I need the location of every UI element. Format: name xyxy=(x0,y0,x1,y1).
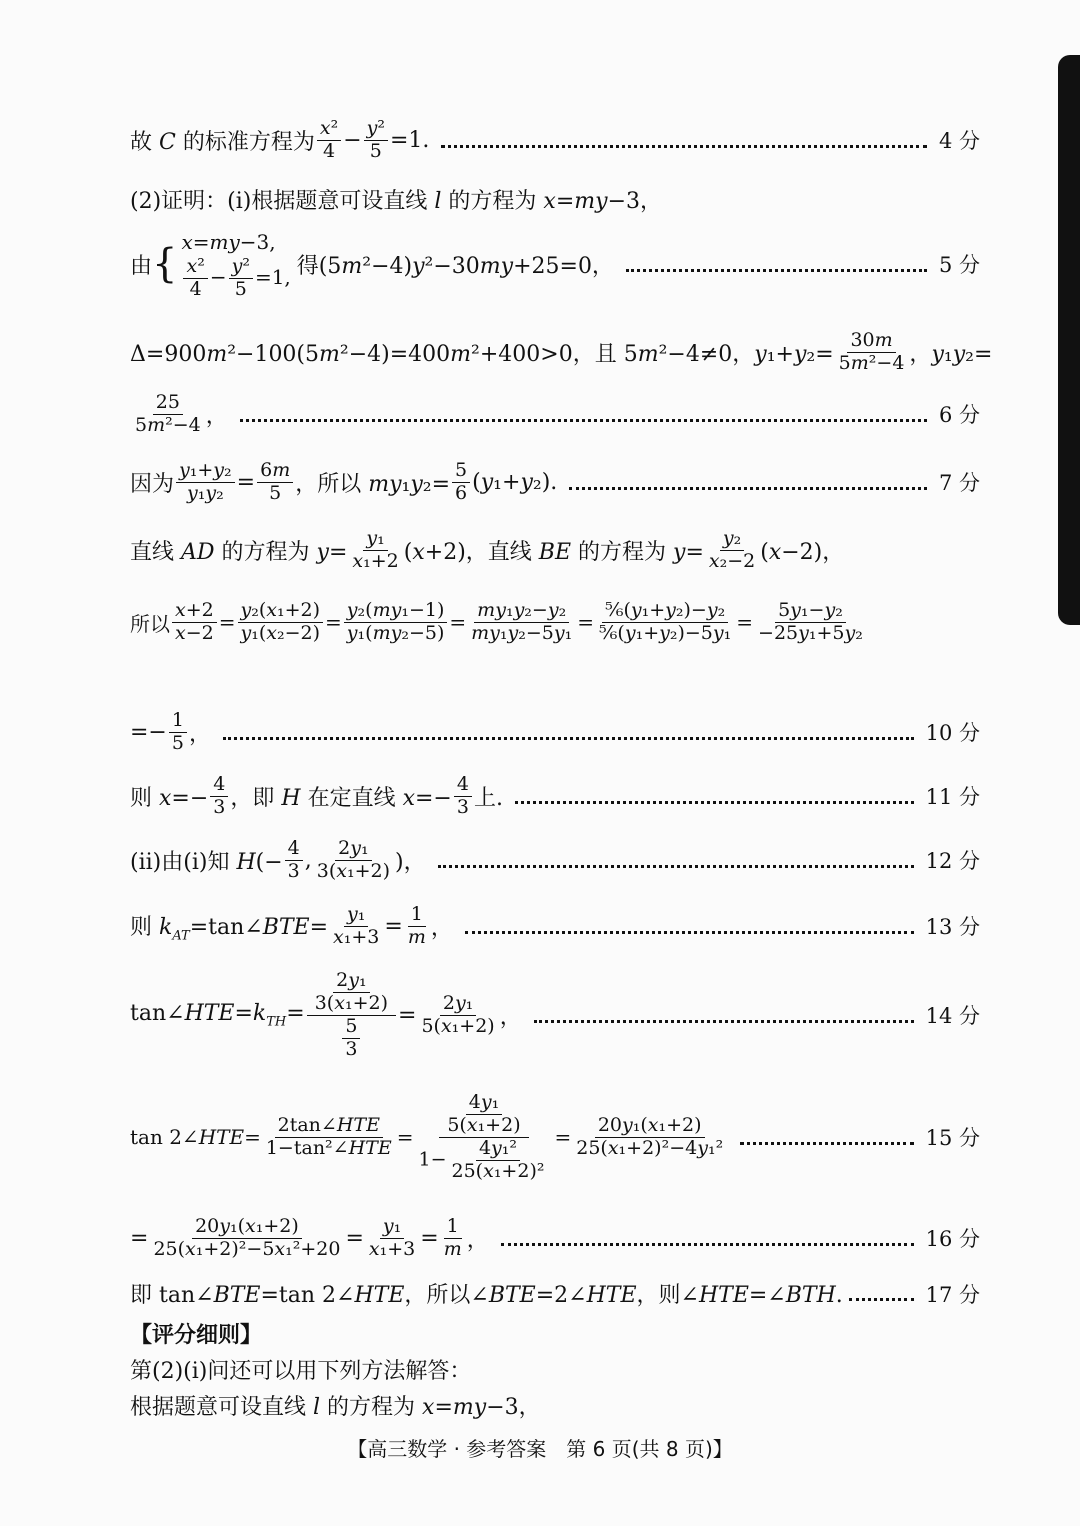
points-label: 5 分 xyxy=(938,253,980,278)
points-label: 11 分 xyxy=(925,785,980,810)
points-label: 10 分 xyxy=(925,721,980,746)
points-label: 13 分 xyxy=(925,915,980,940)
line-10: 则 x=− $\frac{4}{3}$ ，即 H 在定直线 x=− $\frac{4}{3}$ 上. 11 分 xyxy=(130,773,980,818)
points-label: 14 分 xyxy=(925,1004,980,1029)
line-5: $\frac{25}{\text{5m²−4}}$ ， 6 分 xyxy=(135,391,980,436)
section-title: 【评分细则】 xyxy=(130,1323,263,1348)
line-13: $\tan\angle HTE=k_{TH}=$ $\frac{\frac{\text{2y₁}}{\text{3(x₁+2)}}}{\frac{5}{3}}$ = $\frac{\text{2y₁}}{\text{5(x₁+2)}}$ ， 14 分 xyxy=(130,969,980,1060)
note-line-1: 第(2)(ⅰ)问还可以用下列方法解答： xyxy=(130,1359,472,1384)
line-1: 故 C 的标准方程为 $\frac{\text{x²}}{4}$ − $\frac{\text{y²}}{5}$ =1. 4 分 xyxy=(130,117,980,162)
line-12: 则 $k_{AT}=\tan\angle BTE=$ $\frac{\text{y₁}}{\text{x₁+3}}$ = $\frac{1}{m}$ ， 13 分 xyxy=(130,903,980,948)
line-14: tan 2∠HTE= $\frac{\text{2tan∠HTE}}{\text{1−tan²∠HTE}}$ = $\frac{\text{4y₁}}{\text{5(x₁+2)}}$ 1− $\frac{\text{4y₁²}}{\text{25(x₁+2)²}}$ = $\frac{\text{20y₁(x₁+2)}}{\text{25(x₁+2)²−4y₁²}}$ 15 分 xyxy=(130,1091,980,1182)
line-4: Δ=900m²−100(5m²−4)=400m²+400>0，且 5m²−4≠0，y₁+y₂= $\frac{30m}{\text{5m²−4}}$ ，y₁y₂= xyxy=(130,329,993,374)
line-7: 直线 AD 的方程为 y= $\frac{\text{y₁}}{\text{x₁+2}}$ (x+2)，直线 BE 的方程为 y= $\frac{\text{y₂}}{\text{x₂−2}}$ (x−2)， xyxy=(130,527,845,572)
points-label: 16 分 xyxy=(925,1227,980,1252)
line-15: = $\frac{\text{20y₁(x₁+2)}}{\text{25(x₁+2)²−5x₁²+20}}$ = $\frac{\text{y₁}}{\text{x₁+3}}$ = $\frac{1}{m}$ ， 16 分 xyxy=(130,1215,980,1260)
points-label: 15 分 xyxy=(925,1126,980,1151)
line-11: (ⅱ)由(ⅰ)知 H(− $\frac{4}{3}$ , $\frac{\text{2y₁}}{\text{3(x₁+2)}}$ )， 12 分 xyxy=(130,837,980,882)
page-footer: 【高三数学 · 参考答案 第 6 页(共 8 页)】 xyxy=(347,1437,733,1461)
line-8: 所以 $\frac{x+2}{x-2}$ = $\frac{\text{y₂(x₁+2)}}{\text{y₁(x₂−2)}}$ = $\frac{\text{y₂(my₁−1)}}{\text{y₁(my₂−5)}}$ = $\frac{\text{my₁y₂−y₂}}{\text{my₁y₂−5y₁}}$ = $\frac{\text{⁵⁄₆(y₁+y₂)−y₂}}{\text{⁵⁄₆(y₁+y₂)−5y₁}}$ = $\frac{\text{5y₁−y₂}}{\text{−25y₁+5y₂}}$ xyxy=(130,599,863,644)
points-label: 17 分 xyxy=(925,1282,980,1307)
line-16: 即 tan∠BTE=tan 2∠HTE，所以∠BTE=2∠HTE，则∠HTE=∠BTH. 17 分 xyxy=(130,1278,980,1309)
line-3: 由 { x=my−3, $\frac{\text{x²}}{4}$ − $\frac{\text{y²}}{5}$ =1, 得(5m²−4)y²−30my+25=0， 5 分 xyxy=(130,230,980,300)
scan-edge xyxy=(1058,55,1080,625)
points-label: 12 分 xyxy=(925,849,980,874)
points-label: 6 分 xyxy=(938,403,980,428)
note-line-2: 根据题意可设直线 l 的方程为 x=my−3， xyxy=(130,1395,541,1420)
line-9: =− $\frac{1}{5}$ ， 10 分 xyxy=(130,709,980,754)
line-2: (2)证明：(ⅰ)根据题意可设直线 l 的方程为 x=my−3， xyxy=(130,189,662,214)
points-label: 7 分 xyxy=(938,471,980,496)
points-label: 4 分 xyxy=(938,129,980,154)
line-6: 因为 $\frac{\text{y₁+y₂}}{\text{y₁y₂}}$ = $\frac{6m}{5}$ ，所以 my₁y₂= $\frac{5}{6}$ (y₁+y₂). 7 分 xyxy=(130,459,980,504)
